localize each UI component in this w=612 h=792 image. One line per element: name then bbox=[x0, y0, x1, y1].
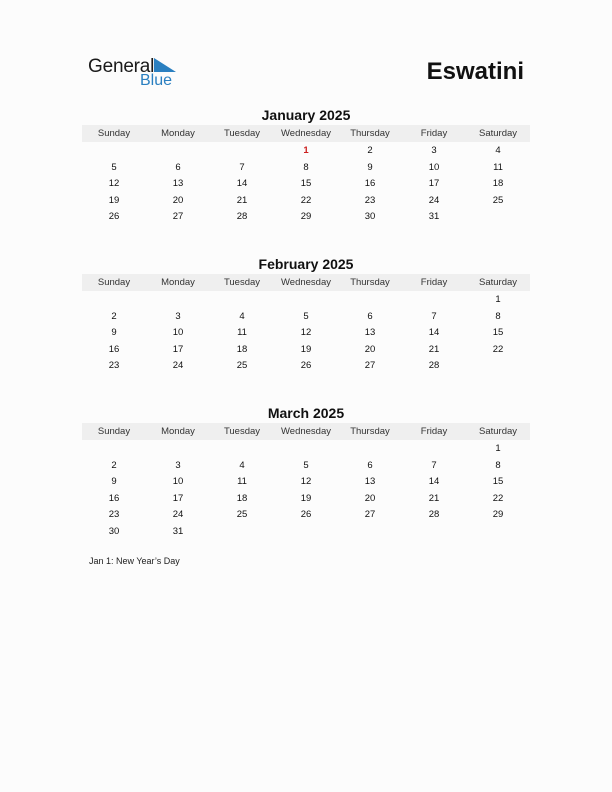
day-cell: 8 bbox=[495, 310, 501, 322]
month-january bbox=[82, 106, 530, 226]
day-cell: 11 bbox=[237, 327, 247, 339]
day-cell: 14 bbox=[236, 178, 248, 190]
weekday-label: Sunday bbox=[97, 128, 131, 139]
day-cell: 17 bbox=[172, 343, 184, 355]
day-cell: 28 bbox=[236, 211, 248, 223]
day-cell: 5 bbox=[303, 310, 309, 322]
month-march bbox=[82, 404, 530, 541]
day-cell: 23 bbox=[364, 194, 376, 206]
weekday-label: Wednesday bbox=[281, 277, 331, 288]
day-cell: 1 bbox=[303, 145, 309, 156]
day-cell: 30 bbox=[364, 211, 376, 223]
weekday-label: Tuesday bbox=[223, 277, 261, 288]
day-cell: 18 bbox=[236, 492, 248, 504]
day-cell: 3 bbox=[431, 145, 437, 156]
weekday-label: Wednesday bbox=[281, 128, 331, 139]
logo-general-text: General bbox=[88, 56, 155, 77]
day-cell: 11 bbox=[237, 476, 247, 488]
day-cell: 15 bbox=[492, 327, 504, 339]
day-cell: 7 bbox=[431, 459, 437, 471]
day-cell: 19 bbox=[108, 194, 120, 206]
day-cell: 13 bbox=[172, 178, 184, 190]
country-title: Eswatini bbox=[426, 58, 524, 85]
day-cell: 17 bbox=[428, 178, 440, 190]
day-cell: 21 bbox=[428, 492, 440, 504]
day-cell: 12 bbox=[300, 327, 312, 339]
day-cell: 22 bbox=[300, 194, 312, 206]
weekday-header bbox=[82, 423, 530, 440]
day-cell: 25 bbox=[492, 194, 504, 206]
day-grid bbox=[82, 292, 530, 375]
day-grid bbox=[82, 143, 530, 226]
day-cell: 4 bbox=[239, 459, 245, 471]
empty-cell bbox=[146, 143, 210, 160]
holiday-note: Jan 1: New Year’s Day bbox=[89, 556, 180, 566]
logo-blue-text: Blue bbox=[140, 72, 173, 89]
logo bbox=[88, 56, 188, 92]
day-cell: 10 bbox=[428, 161, 440, 173]
month-february bbox=[82, 255, 530, 375]
day-cell: 10 bbox=[172, 476, 184, 488]
day-cell: 24 bbox=[428, 194, 440, 206]
weekday-label: Sunday bbox=[97, 277, 131, 288]
day-cell: 27 bbox=[364, 509, 376, 521]
weekday-label: Saturday bbox=[478, 128, 518, 139]
day-cell: 28 bbox=[428, 509, 440, 521]
day-cell: 15 bbox=[300, 178, 312, 190]
day-cell: 1 bbox=[495, 443, 501, 454]
day-cell: 30 bbox=[108, 525, 120, 537]
day-cell: 3 bbox=[175, 310, 181, 322]
day-cell: 2 bbox=[367, 145, 373, 156]
weekday-label: Monday bbox=[161, 426, 195, 437]
day-cell: 29 bbox=[492, 509, 504, 521]
weekday-label: Saturday bbox=[478, 426, 518, 437]
empty-cell bbox=[82, 441, 146, 458]
weekday-label: Monday bbox=[161, 128, 195, 139]
empty-cell bbox=[210, 292, 274, 309]
empty-cell bbox=[338, 292, 402, 309]
weekday-header bbox=[82, 274, 530, 291]
day-cell: 9 bbox=[367, 161, 373, 173]
day-cell: 16 bbox=[364, 178, 376, 190]
day-cell: 22 bbox=[492, 492, 504, 504]
day-cell: 23 bbox=[108, 360, 120, 372]
day-cell: 11 bbox=[493, 161, 503, 173]
day-cell: 6 bbox=[175, 161, 181, 173]
day-cell: 9 bbox=[111, 327, 117, 339]
day-cell: 26 bbox=[300, 509, 312, 521]
empty-cell bbox=[402, 524, 466, 541]
day-cell: 17 bbox=[172, 492, 184, 504]
day-cell: 31 bbox=[428, 211, 440, 223]
empty-cell bbox=[402, 292, 466, 309]
day-cell: 15 bbox=[492, 476, 504, 488]
day-cell: 2 bbox=[111, 310, 117, 322]
weekday-label: Wednesday bbox=[281, 426, 331, 437]
day-cell: 21 bbox=[428, 343, 440, 355]
weekday-header bbox=[82, 125, 530, 142]
day-cell: 24 bbox=[172, 509, 184, 521]
weekday-label: Thursday bbox=[350, 277, 390, 288]
empty-cell bbox=[274, 524, 338, 541]
day-cell: 16 bbox=[108, 492, 120, 504]
empty-cell bbox=[338, 524, 402, 541]
empty-cell bbox=[466, 209, 530, 226]
day-cell: 29 bbox=[300, 211, 312, 223]
day-cell: 13 bbox=[364, 327, 376, 339]
day-cell: 19 bbox=[300, 492, 312, 504]
day-cell: 4 bbox=[239, 310, 245, 322]
day-cell: 7 bbox=[431, 310, 437, 322]
month-title: January 2025 bbox=[261, 107, 351, 123]
day-cell: 3 bbox=[175, 459, 181, 471]
day-cell: 8 bbox=[495, 459, 501, 471]
day-cell: 31 bbox=[172, 525, 184, 537]
day-cell: 18 bbox=[236, 343, 248, 355]
weekday-label: Tuesday bbox=[223, 426, 261, 437]
empty-cell bbox=[210, 441, 274, 458]
empty-cell bbox=[82, 292, 146, 309]
day-cell: 13 bbox=[364, 476, 376, 488]
day-cell: 16 bbox=[108, 343, 120, 355]
day-cell: 10 bbox=[172, 327, 184, 339]
day-cell: 19 bbox=[300, 343, 312, 355]
day-cell: 14 bbox=[428, 476, 440, 488]
day-cell: 6 bbox=[367, 459, 373, 471]
empty-cell bbox=[402, 441, 466, 458]
day-cell: 26 bbox=[300, 360, 312, 372]
weekday-label: Sunday bbox=[97, 426, 131, 437]
empty-cell bbox=[466, 358, 530, 375]
logo-flag-icon bbox=[154, 58, 176, 72]
weekday-label: Thursday bbox=[350, 426, 390, 437]
day-cell: 27 bbox=[364, 360, 376, 372]
day-cell: 26 bbox=[108, 211, 120, 223]
day-cell: 1 bbox=[495, 294, 501, 305]
day-cell: 5 bbox=[111, 161, 117, 173]
weekday-label: Tuesday bbox=[223, 128, 261, 139]
weekday-label: Saturday bbox=[478, 277, 518, 288]
day-cell: 8 bbox=[303, 161, 309, 173]
weekday-label: Thursday bbox=[350, 128, 390, 139]
empty-cell bbox=[210, 143, 274, 160]
day-cell: 21 bbox=[236, 194, 248, 206]
day-cell: 23 bbox=[108, 509, 120, 521]
empty-cell bbox=[274, 292, 338, 309]
day-cell: 20 bbox=[364, 343, 376, 355]
day-cell: 2 bbox=[111, 459, 117, 471]
day-cell: 5 bbox=[303, 459, 309, 471]
day-cell: 20 bbox=[364, 492, 376, 504]
day-cell: 22 bbox=[492, 343, 504, 355]
day-cell: 27 bbox=[172, 211, 184, 223]
day-cell: 9 bbox=[111, 476, 117, 488]
empty-cell bbox=[82, 143, 146, 160]
day-grid bbox=[82, 441, 530, 541]
day-cell: 20 bbox=[172, 194, 184, 206]
day-cell: 4 bbox=[495, 145, 501, 156]
empty-cell bbox=[274, 441, 338, 458]
empty-cell bbox=[466, 524, 530, 541]
month-title: February 2025 bbox=[258, 256, 354, 272]
day-cell: 25 bbox=[236, 509, 248, 521]
empty-cell bbox=[146, 441, 210, 458]
weekday-label: Monday bbox=[161, 277, 195, 288]
empty-cell bbox=[210, 524, 274, 541]
day-cell: 14 bbox=[428, 327, 440, 339]
day-cell: 18 bbox=[492, 178, 504, 190]
weekday-label: Friday bbox=[420, 277, 448, 288]
month-title: March 2025 bbox=[267, 405, 345, 421]
day-cell: 24 bbox=[172, 360, 184, 372]
empty-cell bbox=[146, 292, 210, 309]
day-cell: 12 bbox=[108, 178, 120, 190]
day-cell: 28 bbox=[428, 360, 440, 372]
day-cell: 7 bbox=[239, 161, 245, 173]
empty-cell bbox=[338, 441, 402, 458]
day-cell: 25 bbox=[236, 360, 248, 372]
weekday-label: Friday bbox=[420, 426, 448, 437]
weekday-label: Friday bbox=[420, 128, 448, 139]
day-cell: 6 bbox=[367, 310, 373, 322]
day-cell: 12 bbox=[300, 476, 312, 488]
